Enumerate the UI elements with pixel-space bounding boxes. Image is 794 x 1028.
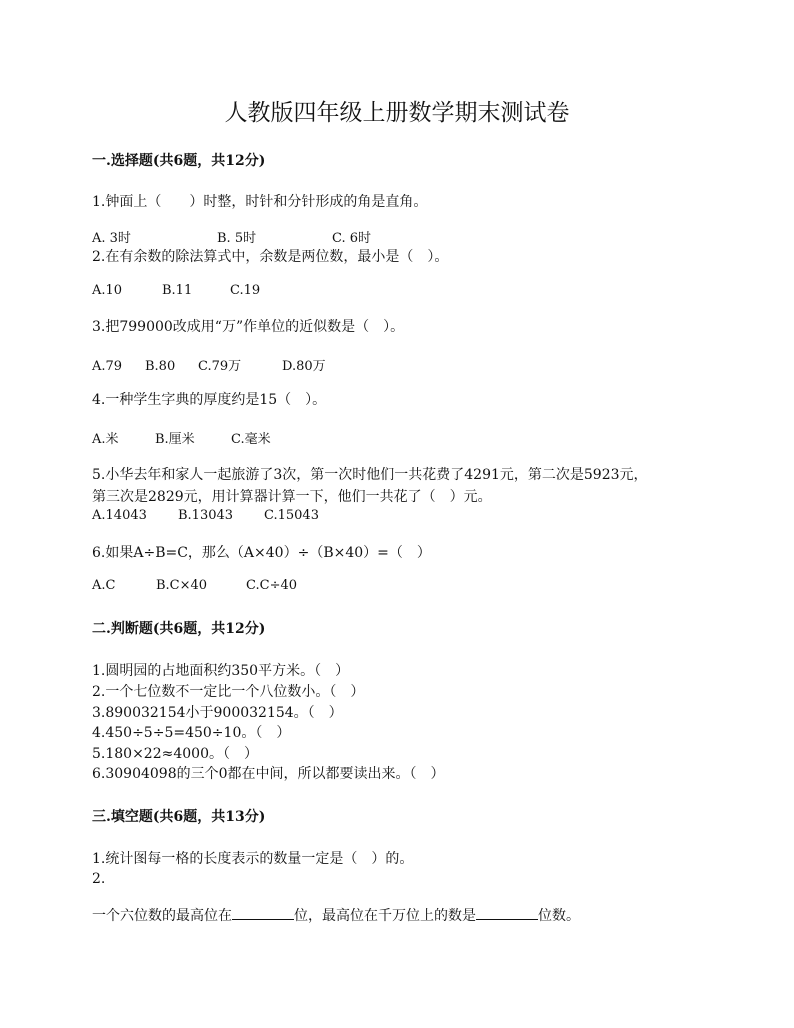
option: C.毫米 — [231, 432, 271, 447]
options-row — [92, 578, 297, 593]
text-fragment: 位，最高位在千万位上的数是 — [294, 908, 476, 924]
option: A.10 — [92, 283, 123, 298]
list-item: 5.180×22≈4000。（ ） — [92, 746, 258, 762]
list-item: 1.圆明园的占地面积约350平方米。（ ） — [92, 663, 350, 679]
option: B. 5时 — [217, 231, 257, 246]
option: A.14043 — [92, 508, 147, 523]
question-text: 4.一种学生字典的厚度约是15（ ）。 — [92, 392, 327, 408]
option: B.80 — [145, 359, 176, 374]
option: B.C×40 — [156, 578, 208, 593]
section-heading-choice: 一.选择题(共6题，共12分) — [92, 153, 266, 169]
answer-blank[interactable] — [232, 907, 294, 920]
options-row — [92, 428, 271, 447]
text-fragment: 位数。 — [538, 908, 580, 924]
question-text: 2.在有余数的除法算式中，余数是两位数，最小是（ ）。 — [92, 249, 449, 265]
option: D.80万 — [282, 359, 326, 374]
text-fragment: 一个六位数的最高位在 — [92, 908, 232, 924]
options-row — [92, 355, 326, 374]
answer-blank[interactable] — [476, 907, 538, 920]
section-heading-fill: 三.填空题(共6题，共13分) — [92, 809, 266, 825]
question-number: 2. — [92, 871, 106, 887]
option: C.C÷40 — [246, 578, 297, 593]
option: C.15043 — [264, 508, 319, 523]
list-item: 4.450÷5÷5=450÷10。（ ） — [92, 725, 291, 741]
option: B.厘米 — [155, 432, 195, 447]
option: A. 3时 — [92, 231, 131, 246]
list-item: 6.30904098的三个0都在中间，所以都要读出来。（ ） — [92, 766, 445, 782]
section-heading-judge: 二.判断题(共6题，共12分) — [92, 621, 266, 637]
options-row — [92, 283, 260, 298]
question-text: 第三次是2829元，用计算器计算一下，他们一共花了（ ）元。 — [92, 489, 492, 505]
question-text: 5.小华去年和家人一起旅游了3次，第一次时他们一共花费了4291元，第二次是5923元， — [92, 467, 648, 483]
question-text: 6.如果A÷B=C，那么（A×40）÷（B×40）=（ ） — [92, 545, 431, 561]
option: C. 6时 — [332, 231, 372, 246]
list-item: 2.一个七位数不一定比一个八位数小。（ ） — [92, 684, 365, 700]
question-text: 3.把799000改成用“万”作单位的近似数是（ ）。 — [92, 319, 405, 335]
question-text: 1.钟面上（ ）时整，时针和分针形成的角是直角。 — [92, 194, 428, 210]
option: B.11 — [162, 283, 193, 298]
options-row — [92, 227, 371, 246]
option: C.19 — [230, 283, 261, 298]
list-item: 3.890032154小于900032154。（ ） — [92, 705, 343, 721]
options-row — [92, 508, 319, 523]
option: A.79 — [92, 359, 123, 374]
question-text — [92, 905, 580, 925]
option: A.C — [92, 578, 116, 593]
option: A.米 — [92, 432, 119, 447]
option: C.79万 — [198, 359, 242, 374]
option: B.13043 — [178, 508, 234, 523]
question-text: 1.统计图每一格的长度表示的数量一定是（ ）的。 — [92, 851, 414, 867]
page-title: 人教版四年级上册数学期末测试卷 — [224, 100, 570, 126]
